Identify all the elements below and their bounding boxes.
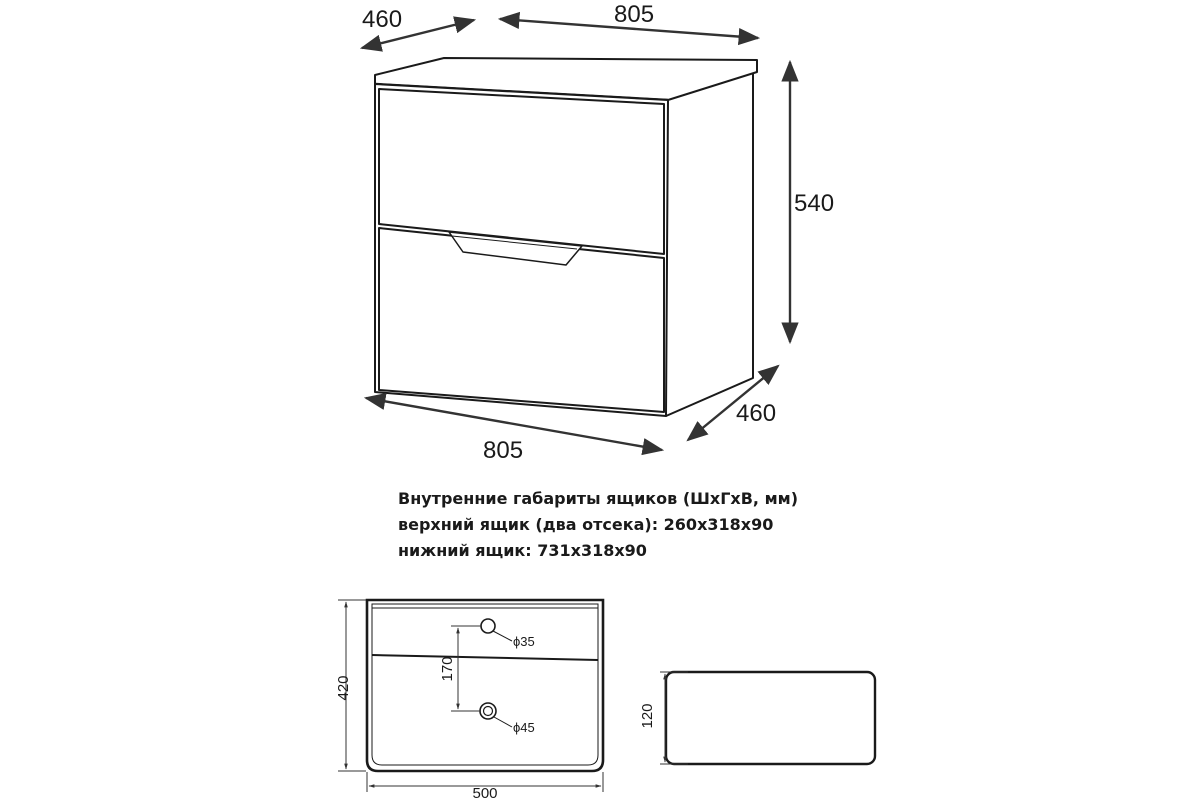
dim-top-width: 805 (614, 1, 655, 28)
notes-heading: Внутренние габариты ящиков (ШхГхВ, мм) (398, 489, 799, 508)
dim-bottom-depth: 460 (736, 400, 777, 427)
cabinet-drawing (375, 58, 757, 416)
drain-hole-inner (484, 707, 493, 716)
sink-plan-drawing (367, 600, 603, 771)
dim-hole-spacing: 170 (439, 656, 456, 682)
dim-top-depth: 460 (362, 6, 403, 33)
dim-faucet-hole: ϕ35 (513, 634, 535, 649)
sink-side-drawing (639, 672, 875, 764)
sink-outer-rim (367, 600, 603, 771)
sink-side-profile (666, 672, 875, 764)
cabinet-side-face (666, 72, 753, 416)
drawer-dimensions-notes (398, 486, 918, 564)
dim-height: 540 (794, 190, 835, 217)
dim-sink-width: 500 (472, 785, 498, 800)
drain-hole-outer (480, 703, 496, 719)
dim-drain-hole: ϕ45 (513, 720, 535, 735)
dim-bottom-width: 805 (483, 437, 524, 464)
notes-top-drawer: верхний ящик (два отсека): 260х318х90 (398, 515, 774, 534)
sink-plan-dimensions (338, 600, 603, 792)
faucet-hole (481, 619, 495, 633)
dim-sink-depth: 420 (335, 675, 352, 701)
top-drawer-front (379, 89, 664, 254)
dim-sink-height: 120 (639, 703, 656, 729)
sink-inner-bowl (372, 604, 598, 765)
sink-back-ledge (372, 655, 598, 660)
notes-bottom-drawer: нижний ящик: 731х318х90 (398, 541, 647, 560)
